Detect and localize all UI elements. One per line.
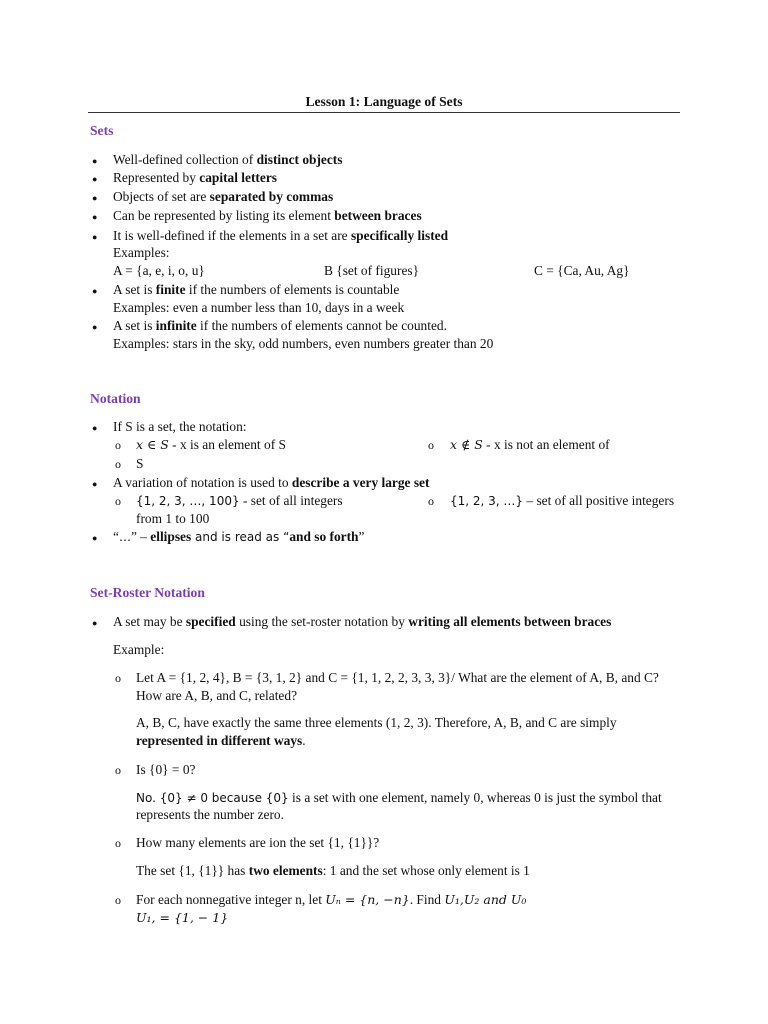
- example-label: Example:: [113, 642, 165, 657]
- bullet-icon: ●: [92, 423, 98, 433]
- list-item: Can be represented by listing its element between braces: [113, 208, 422, 223]
- question-4: For each nonnegative integer n, let Uₙ = {n, −n}. Find U₁,U₂ and U₀: [136, 892, 527, 907]
- list-item: A set is infinite if the numbers of elements cannot be counted.: [113, 318, 447, 333]
- answer-2: No. {0} ≠ 0 because {0} is a set with one element, namely 0, whereas 0 is just the symbol that: [136, 790, 662, 805]
- circle-bullet-icon: o: [115, 763, 121, 777]
- answer-4: U₁, = {1, − 1}: [136, 910, 229, 925]
- example-b: B {set of figures}: [324, 263, 420, 278]
- list-item: A set may be specified using the set-roster notation by writing all elements between braces: [113, 614, 612, 629]
- bullet-icon: ●: [92, 322, 98, 332]
- sublist-item: x ∈ S - x is an element of S: [136, 437, 286, 452]
- sublist-item: {1, 2, 3, …, 100} - set of all integers: [136, 493, 343, 508]
- answer-3: The set {1, {1}} has two elements: 1 and the set whose only element is 1: [136, 863, 530, 878]
- question-1: Let A = {1, 2, 4}, B = {3, 1, 2} and C = {1, 1, 2, 2, 3, 3, 3}/ What are the element of A, B, and C?: [136, 670, 659, 685]
- circle-bullet-icon: o: [115, 457, 121, 471]
- circle-bullet-icon: o: [428, 494, 434, 508]
- list-item: “…” – ellipses and is read as “and so forth”: [113, 529, 365, 544]
- section-heading-notation: Notation: [90, 391, 141, 406]
- circle-bullet-icon: o: [115, 438, 121, 452]
- list-item: A variation of notation is used to describe a very large set: [113, 475, 430, 490]
- list-item: If S is a set, the notation:: [113, 419, 247, 434]
- examples-label: Examples:: [113, 245, 170, 260]
- list-item: A set is finite if the numbers of elements is countable: [113, 282, 400, 297]
- title-rule: [88, 112, 680, 113]
- circle-bullet-icon: o: [115, 494, 121, 508]
- sublist-item: S: [136, 456, 144, 471]
- sublist-item: x ∉ S - x is not an element of: [450, 437, 610, 452]
- list-item: It is well-defined if the elements in a set are specifically listed: [113, 228, 449, 243]
- circle-bullet-icon: o: [115, 836, 121, 850]
- page-title: Lesson 1: Language of Sets: [305, 94, 463, 109]
- list-item: Well-defined collection of distinct objects: [113, 152, 343, 167]
- bullet-icon: ●: [92, 174, 98, 184]
- example-a: A = {a, e, i, o, u}: [113, 263, 205, 278]
- answer-1-line-2: represented in different ways.: [136, 733, 306, 748]
- bullet-icon: ●: [92, 193, 98, 203]
- example-c: C = {Ca, Au, Ag}: [534, 263, 630, 278]
- bullet-icon: ●: [92, 479, 98, 489]
- section-heading-set-roster: Set-Roster Notation: [90, 585, 205, 600]
- circle-bullet-icon: o: [115, 893, 121, 907]
- bullet-icon: ●: [92, 533, 98, 543]
- list-item: Objects of set are separated by commas: [113, 189, 334, 204]
- sublist-item: {1, 2, 3, …} – set of all positive integers: [450, 493, 675, 508]
- finite-examples: Examples: even a number less than 10, days in a week: [113, 300, 405, 315]
- bullet-icon: ●: [92, 286, 98, 296]
- bullet-icon: ●: [92, 232, 98, 242]
- answer-2-line-2: represents the number zero.: [136, 807, 284, 822]
- answer-1: A, B, C, have exactly the same three elements (1, 2, 3). Therefore, A, B, and C are simply: [136, 715, 617, 730]
- circle-bullet-icon: o: [428, 438, 434, 452]
- circle-bullet-icon: o: [115, 671, 121, 685]
- question-1-line-2: How are A, B, and C, related?: [136, 688, 298, 703]
- list-item: Represented by capital letters: [113, 170, 277, 185]
- bullet-icon: ●: [92, 156, 98, 166]
- infinite-examples: Examples: stars in the sky, odd numbers, even numbers greater than 20: [113, 336, 494, 351]
- question-3: How many elements are ion the set {1, {1}}?: [136, 835, 380, 850]
- sublist-item-continuation: from 1 to 100: [136, 511, 210, 526]
- bullet-icon: ●: [92, 212, 98, 222]
- section-heading-sets: Sets: [90, 123, 114, 138]
- question-2: Is {0} = 0?: [136, 762, 196, 777]
- bullet-icon: ●: [92, 618, 98, 628]
